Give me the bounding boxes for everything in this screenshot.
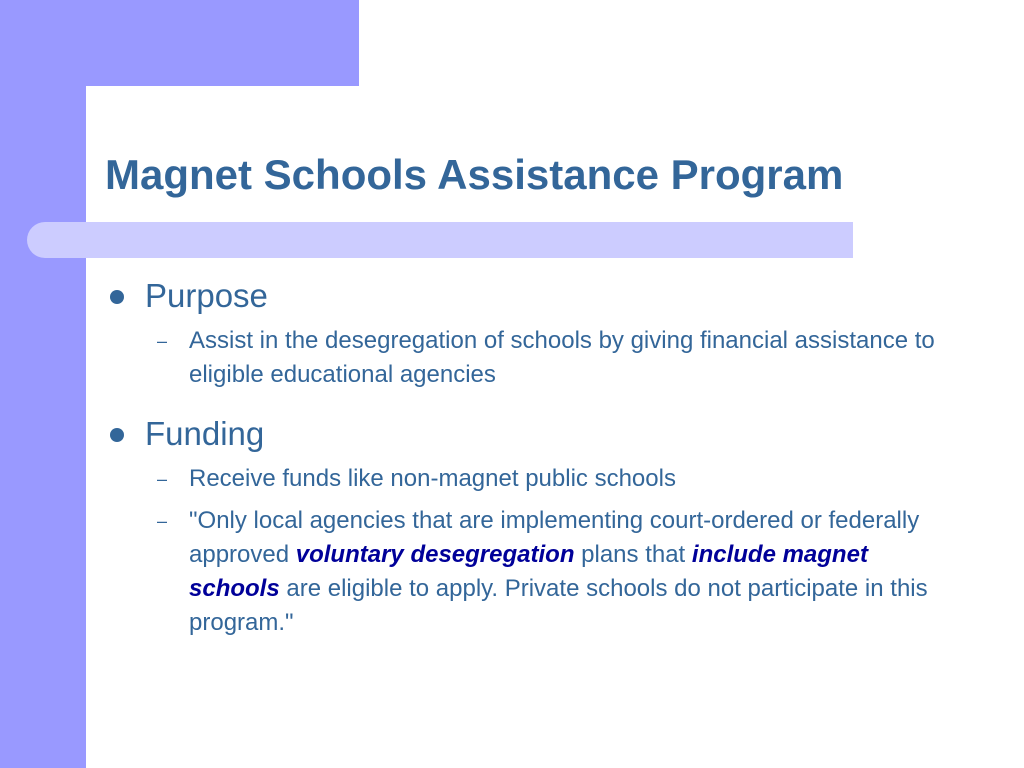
dash-icon: – [157, 469, 168, 489]
slide-body [105, 276, 985, 640]
top-decor-bar [0, 0, 359, 86]
bullet-dot-icon [110, 290, 124, 304]
bullet-dot-icon [110, 428, 124, 442]
dash-icon: – [157, 331, 168, 351]
emphasis-voluntary-desegregation: voluntary desegregation [295, 541, 575, 568]
sub-bullet-purpose-1 [105, 324, 985, 392]
sub-bullet-text: Assist in the desegregation of schools by giving financial assistance to eligible educational agencies [189, 327, 935, 388]
quote-text-part3: are eligible to apply. Private schools do not participate in this program." [189, 575, 928, 636]
sub-bullet-funding-1 [105, 462, 985, 496]
sub-bullet-funding-2 [105, 504, 985, 640]
bullet-funding-label: Funding [145, 415, 265, 452]
bullet-funding [105, 414, 985, 454]
left-decor-bar [0, 0, 86, 768]
quote-text-part1: "Only local agencies that are implementing court-ordered or federally approved [189, 507, 920, 568]
bullet-purpose [105, 276, 985, 316]
content-corner [86, 86, 146, 146]
dash-icon: – [157, 511, 168, 531]
title-underline-bar [27, 222, 853, 258]
bullet-purpose-label: Purpose [145, 277, 268, 314]
sub-bullet-text: Receive funds like non-magnet public schools [189, 465, 676, 492]
emphasis-include-magnet-schools: include magnet schools [189, 541, 868, 602]
quote-text-part2: plans that [574, 541, 692, 568]
slide-title: Magnet Schools Assistance Program [105, 151, 844, 198]
